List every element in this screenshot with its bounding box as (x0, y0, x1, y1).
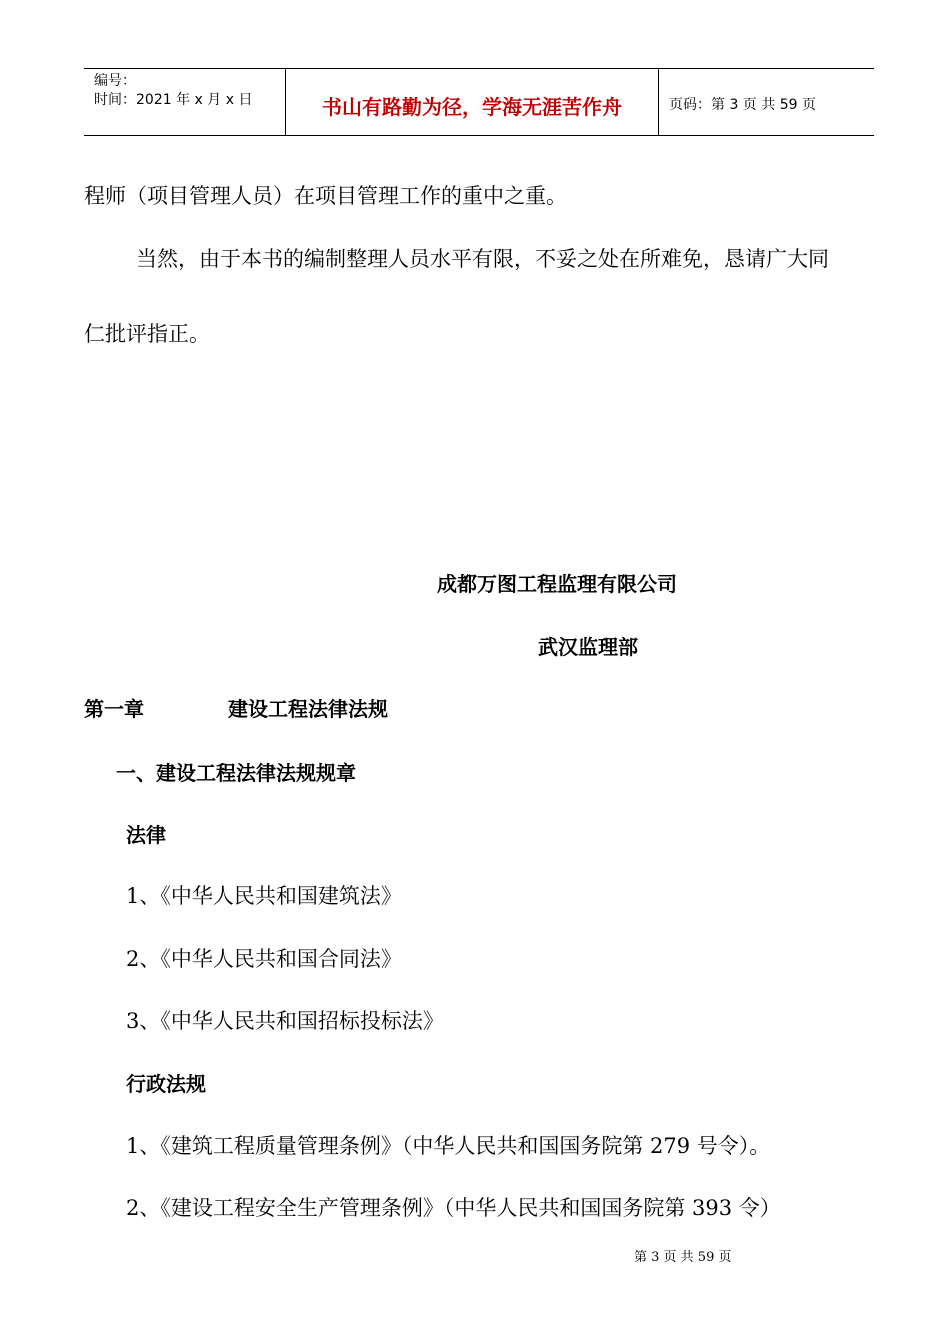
section-heading: 一、建设工程法律法规规章 (116, 761, 356, 785)
header-meta (84, 69, 286, 135)
law-item-2: 2、《中华人民共和国合同法》 (126, 947, 402, 971)
law-item-3: 3、《中华人民共和国招标投标法》 (126, 1009, 444, 1033)
header-number: 编号： (94, 73, 136, 89)
regulation-item-1: 1、《建筑工程质量管理条例》（中华人民共和国国务院第 279 号令）。 (126, 1134, 771, 1158)
regulation-heading: 行政法规 (126, 1072, 206, 1096)
chapter-title: 建设工程法律法规 (228, 697, 388, 721)
law-item-1: 1、《中华人民共和国建筑法》 (126, 884, 402, 908)
page-header (84, 68, 874, 136)
header-page-info: 页码：第 3 页 共 59 页 (669, 97, 816, 113)
law-heading: 法律 (126, 823, 166, 847)
department-name: 武汉监理部 (538, 635, 638, 659)
page-footer: 第 3 页 共 59 页 (634, 1250, 732, 1265)
company-name: 成都万图工程监理有限公司 (437, 572, 677, 596)
paragraph-line-3: 仁批评指正。 (84, 322, 210, 346)
paragraph-line-1: 程师（项目管理人员）在项目管理工作的重中之重。 (84, 184, 567, 208)
header-motto: 书山有路勤为径，学海无涯苦作舟 (286, 69, 659, 135)
regulation-item-2: 2、《建设工程安全生产管理条例》（中华人民共和国国务院第 393 令） (126, 1196, 781, 1220)
header-time: 时间：2021 年 x 月 x 日 (94, 92, 253, 108)
chapter-number: 第一章 (84, 697, 144, 721)
paragraph-line-2: 当然，由于本书的编制整理人员水平有限，不妥之处在所难免，恳请广大同 (136, 247, 829, 271)
